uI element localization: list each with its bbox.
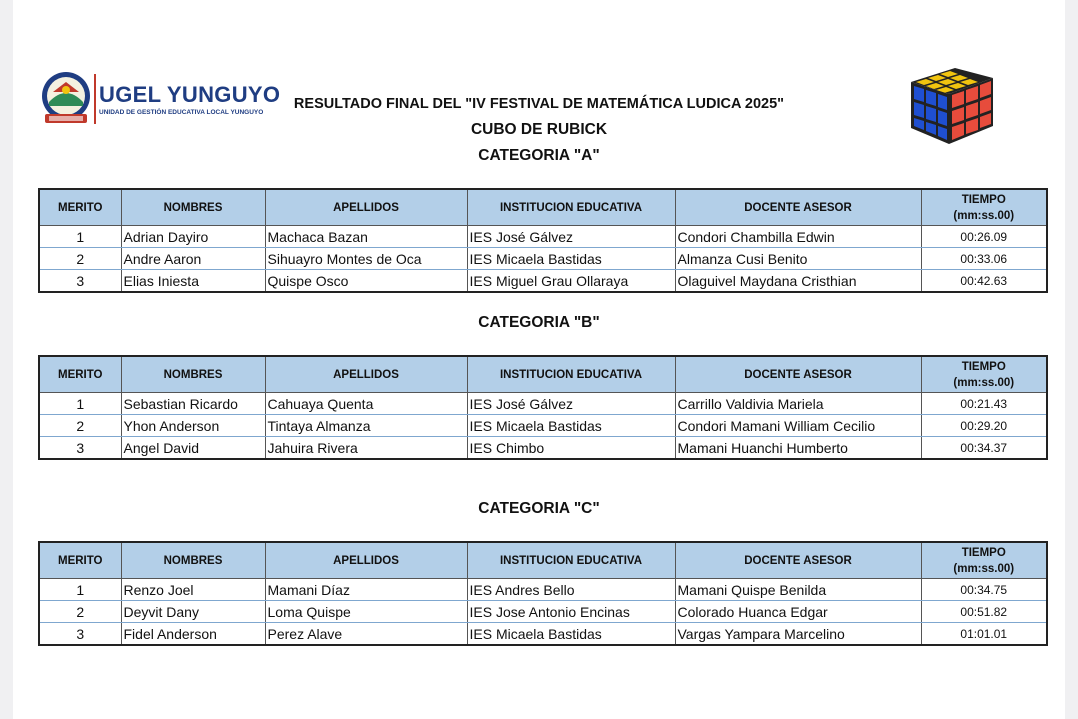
table-row: [39, 415, 1047, 437]
document-title: RESULTADO FINAL DEL "IV FESTIVAL DE MATEMÁTICA LUDICA 2025": [293, 96, 785, 112]
results-table-category-a: [38, 188, 1048, 293]
cell-nombres: Angel David: [121, 437, 265, 460]
col-docente: DOCENTE ASESOR: [675, 356, 921, 393]
col-nombres: NOMBRES: [121, 356, 265, 393]
cell-apellidos: Jahuira Rivera: [265, 437, 467, 460]
col-tiempo-unit: (mm:ss.00): [953, 376, 1015, 389]
cell-institucion: IES Andres Bello: [467, 579, 675, 601]
cell-nombres: Fidel Anderson: [121, 623, 265, 646]
cell-nombres: Elias Iniesta: [121, 270, 265, 293]
cell-merito: 3: [39, 623, 121, 646]
cell-tiempo: 00:51.82: [921, 601, 1047, 623]
col-nombres: NOMBRES: [121, 542, 265, 579]
cell-docente: Carrillo Valdivia Mariela: [675, 393, 921, 415]
col-merito: MERITO: [39, 189, 121, 226]
col-nombres: NOMBRES: [121, 189, 265, 226]
cell-apellidos: Sihuayro Montes de Oca: [265, 248, 467, 270]
cell-apellidos: Perez Alave: [265, 623, 467, 646]
col-apellidos: APELLIDOS: [265, 356, 467, 393]
table-header-row: [39, 542, 1047, 579]
col-merito: MERITO: [39, 356, 121, 393]
table-row: [39, 601, 1047, 623]
table-row: [39, 248, 1047, 270]
cell-apellidos: Tintaya Almanza: [265, 415, 467, 437]
table-header-row: [39, 356, 1047, 393]
col-merito: MERITO: [39, 542, 121, 579]
cell-docente: Mamani Huanchi Humberto: [675, 437, 921, 460]
col-docente: DOCENTE ASESOR: [675, 189, 921, 226]
cell-docente: Colorado Huanca Edgar: [675, 601, 921, 623]
cell-nombres: Adrian Dayiro: [121, 226, 265, 248]
cell-tiempo: 01:01.01: [921, 623, 1047, 646]
cell-tiempo: 00:21.43: [921, 393, 1047, 415]
col-tiempo-unit: (mm:ss.00): [953, 209, 1015, 222]
cell-nombres: Deyvit Dany: [121, 601, 265, 623]
table-row: [39, 270, 1047, 293]
cell-tiempo: 00:29.20: [921, 415, 1047, 437]
category-b-title: CATEGORIA "B": [478, 314, 600, 331]
table-row: [39, 623, 1047, 646]
table-row: [39, 393, 1047, 415]
cell-merito: 3: [39, 437, 121, 460]
cell-apellidos: Mamani Díaz: [265, 579, 467, 601]
rubiks-cube-icon: [907, 64, 997, 148]
cell-merito: 2: [39, 415, 121, 437]
cell-docente: Condori Chambilla Edwin: [675, 226, 921, 248]
cell-tiempo: 00:42.63: [921, 270, 1047, 293]
logo-title: UGEL YUNGUYO: [99, 82, 281, 107]
cell-institucion: IES José Gálvez: [467, 226, 675, 248]
cell-merito: 1: [39, 579, 121, 601]
col-tiempo-label: TIEMPO: [961, 360, 1006, 373]
cell-institucion: IES Miguel Grau Ollaraya: [467, 270, 675, 293]
results-table-category-c: [38, 541, 1048, 646]
table-row: [39, 226, 1047, 248]
cell-institucion: IES Jose Antonio Encinas: [467, 601, 675, 623]
table-row: [39, 579, 1047, 601]
cell-nombres: Andre Aaron: [121, 248, 265, 270]
cell-merito: 1: [39, 226, 121, 248]
document-page: [13, 0, 1065, 719]
col-apellidos: APELLIDOS: [265, 542, 467, 579]
col-institucion: INSTITUCION EDUCATIVA: [467, 542, 675, 579]
cell-merito: 2: [39, 248, 121, 270]
cell-apellidos: Machaca Bazan: [265, 226, 467, 248]
col-apellidos: APELLIDOS: [265, 189, 467, 226]
cell-institucion: IES Micaela Bastidas: [467, 248, 675, 270]
cell-tiempo: 00:26.09: [921, 226, 1047, 248]
cell-apellidos: Quispe Osco: [265, 270, 467, 293]
cell-tiempo: 00:34.75: [921, 579, 1047, 601]
cell-docente: Almanza Cusi Benito: [675, 248, 921, 270]
col-tiempo: [921, 356, 1047, 393]
cell-apellidos: Cahuaya Quenta: [265, 393, 467, 415]
category-c-title: CATEGORIA "C": [478, 500, 600, 517]
table-row: [39, 437, 1047, 460]
col-docente: DOCENTE ASESOR: [675, 542, 921, 579]
cell-nombres: Sebastian Ricardo: [121, 393, 265, 415]
cell-nombres: Yhon Anderson: [121, 415, 265, 437]
results-table-category-b: [38, 355, 1048, 460]
cell-nombres: Renzo Joel: [121, 579, 265, 601]
col-tiempo-unit: (mm:ss.00): [953, 562, 1015, 575]
cell-docente: Condori Mamani William Cecilio: [675, 415, 921, 437]
cell-docente: Vargas Yampara Marcelino: [675, 623, 921, 646]
col-tiempo-label: TIEMPO: [961, 546, 1006, 559]
col-tiempo: [921, 542, 1047, 579]
col-tiempo: [921, 189, 1047, 226]
col-tiempo-label: TIEMPO: [961, 193, 1006, 206]
col-institucion: INSTITUCION EDUCATIVA: [467, 356, 675, 393]
cell-institucion: IES José Gálvez: [467, 393, 675, 415]
cell-institucion: IES Micaela Bastidas: [467, 623, 675, 646]
category-a-title: CATEGORIA "A": [478, 147, 600, 164]
cell-institucion: IES Micaela Bastidas: [467, 415, 675, 437]
logo-subtitle: UNIDAD DE GESTIÓN EDUCATIVA LOCAL YUNGUYO: [99, 109, 264, 116]
cell-tiempo: 00:33.06: [921, 248, 1047, 270]
cell-apellidos: Loma Quispe: [265, 601, 467, 623]
cell-merito: 1: [39, 393, 121, 415]
document-subtitle: CUBO DE RUBICK: [470, 121, 608, 138]
cell-docente: Mamani Quispe Benilda: [675, 579, 921, 601]
cell-merito: 3: [39, 270, 121, 293]
col-institucion: INSTITUCION EDUCATIVA: [467, 189, 675, 226]
cell-tiempo: 00:34.37: [921, 437, 1047, 460]
cell-merito: 2: [39, 601, 121, 623]
cell-docente: Olaguivel Maydana Cristhian: [675, 270, 921, 293]
cell-institucion: IES Chimbo: [467, 437, 675, 460]
table-header-row: [39, 189, 1047, 226]
